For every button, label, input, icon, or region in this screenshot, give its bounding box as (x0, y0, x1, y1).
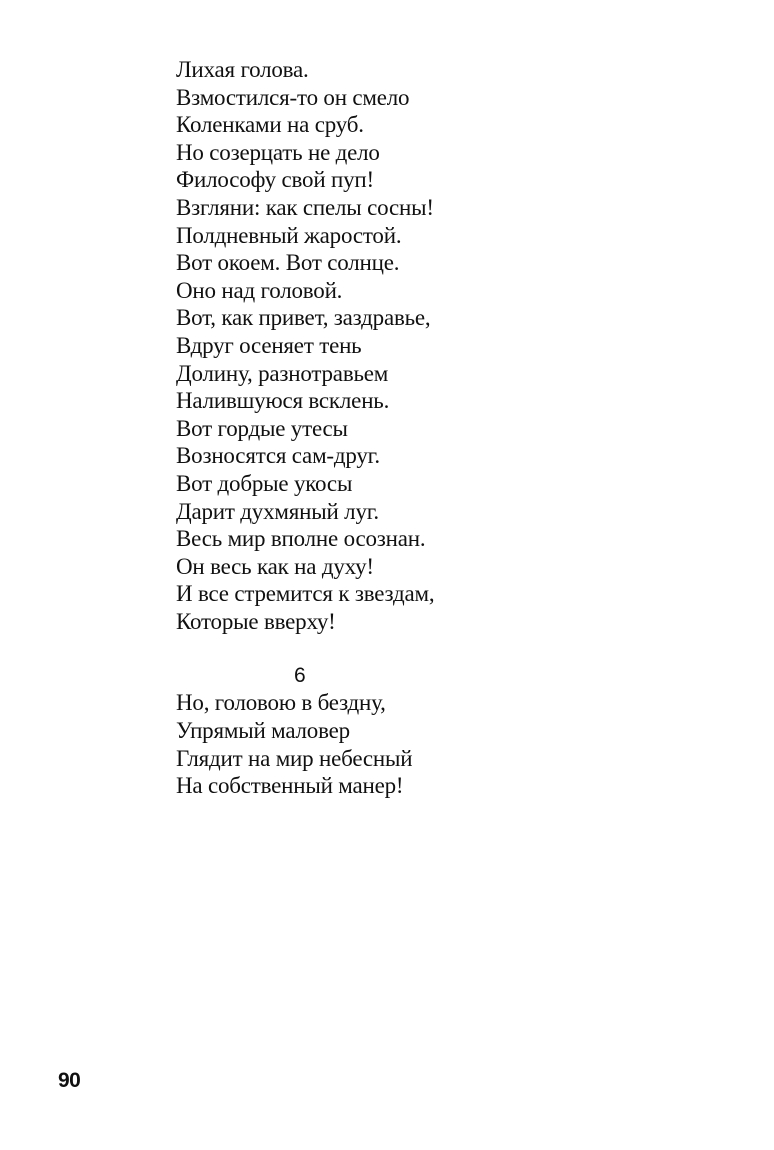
poem-line: Вот, как привет, заздравье, (176, 305, 431, 331)
poem-line: Возносятся сам-друг. (176, 443, 380, 469)
poem-line: Долину, разнотравьем (176, 360, 389, 386)
poem-line: Вдруг осеняет тень (176, 332, 362, 358)
poem-line: Коленками на сруб. (176, 112, 364, 138)
poem-line: Налившуюся всклень. (176, 388, 390, 414)
poem-line: Упрямый маловер (176, 718, 350, 744)
section-number: 6 (294, 664, 306, 688)
poem-line: Но созерцать не дело (176, 139, 380, 165)
poem-line: Дарит духмяный луг. (176, 498, 379, 524)
stanza-1 (176, 56, 736, 635)
poem-line: Вот добрые укосы (176, 470, 353, 496)
poem-line: На собственный манер! (176, 773, 404, 799)
poem-line: Он весь как на духу! (176, 553, 374, 579)
poem-line: Глядит на мир небесный (176, 745, 413, 771)
stanza-2 (176, 689, 736, 799)
poem-line: Но, головою в бездну, (176, 690, 386, 716)
poem-line: Которые вверху! (176, 608, 336, 634)
poem-line: Взгляни: как спелы сосны! (176, 194, 434, 220)
poem-line: Весь мир вполне осознан. (176, 526, 426, 552)
poem-text (176, 56, 736, 800)
poem-line: Лихая голова. (176, 57, 309, 82)
poem-line: Взмостился-то он смело (176, 84, 410, 110)
poem-line: Полдневный жаростой. (176, 222, 402, 248)
poem-line: Вот гордые утесы (176, 415, 348, 441)
poem-line: Философу свой пуп! (176, 167, 374, 193)
poem-line: И все стремится к звездам, (176, 581, 435, 607)
page-number: 90 (58, 1069, 81, 1092)
poem-line: Вот окоем. Вот солнце. (176, 250, 400, 276)
poem-line: Оно над головой. (176, 277, 343, 303)
